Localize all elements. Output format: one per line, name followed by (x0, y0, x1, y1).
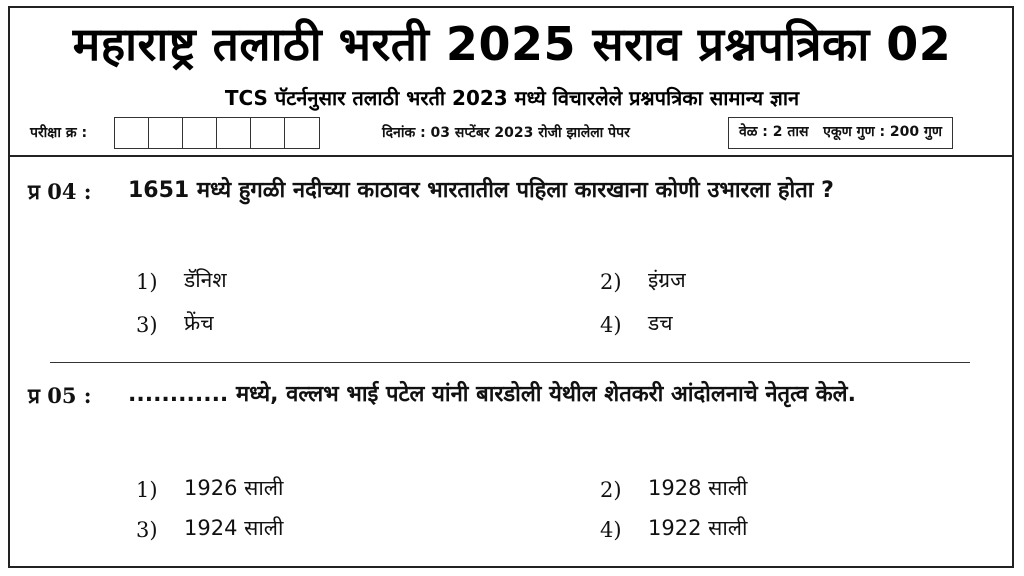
option-number: 2) (600, 270, 622, 294)
option-text[interactable]: 1926 साली (184, 476, 284, 500)
option-number: 4) (600, 518, 622, 542)
exam-info-bar (10, 117, 1014, 153)
option-text[interactable]: 1928 साली (648, 476, 748, 500)
option-text[interactable]: 1922 साली (648, 516, 748, 540)
header-divider (10, 155, 1014, 157)
roll-digit-box[interactable] (217, 118, 251, 148)
roll-digit-box[interactable] (149, 118, 183, 148)
option-number: 2) (600, 478, 622, 502)
page-subtitle: TCS पॅटर्ननुसार तलाठी भरती 2023 मध्ये विचारलेले प्रश्नपत्रिका सामान्य ज्ञान (224, 86, 800, 110)
time-marks-box: वेळ : 2 तास एकूण गुण : 200 गुण (728, 117, 953, 149)
option-text[interactable]: 1924 साली (184, 516, 284, 540)
option-number: 3) (136, 313, 158, 337)
roll-digit-box[interactable] (285, 118, 319, 148)
option-text[interactable]: डॅनिश (184, 268, 227, 292)
roll-digit-box[interactable] (115, 118, 149, 148)
roll-digit-box[interactable] (183, 118, 217, 148)
option-text[interactable]: इंग्रज (648, 268, 686, 292)
roll-number-label: परीक्षा क्र : (30, 125, 88, 141)
question-divider (50, 362, 970, 363)
question-number: प्र 05 : (28, 383, 92, 408)
option-number: 1) (136, 270, 158, 294)
option-text[interactable]: फ्रेंच (184, 311, 214, 335)
question-text: ............ मध्ये, वल्लभ भाई पटेल यांनी बारडोली येथील शेतकरी आंदोलनाचे नेतृत्व केले. (128, 382, 856, 407)
option-text[interactable]: डच (648, 311, 673, 335)
option-number: 1) (136, 478, 158, 502)
question-number: प्र 04 : (28, 179, 92, 204)
option-number: 3) (136, 518, 158, 542)
page-title: महाराष्ट्र तलाठी भरती 2025 सराव प्रश्नपत्रिका 02 (72, 17, 952, 71)
roll-number-boxes[interactable] (114, 117, 320, 149)
question-text: 1651 मध्ये हुगळी नदीच्या काठावर भारतातील पहिला कारखाना कोणी उभारला होता ? (128, 178, 834, 203)
exam-date: दिनांक : 03 सप्टेंबर 2023 रोजी झालेला पेपर (382, 125, 630, 141)
roll-digit-box[interactable] (251, 118, 285, 148)
option-number: 4) (600, 313, 622, 337)
